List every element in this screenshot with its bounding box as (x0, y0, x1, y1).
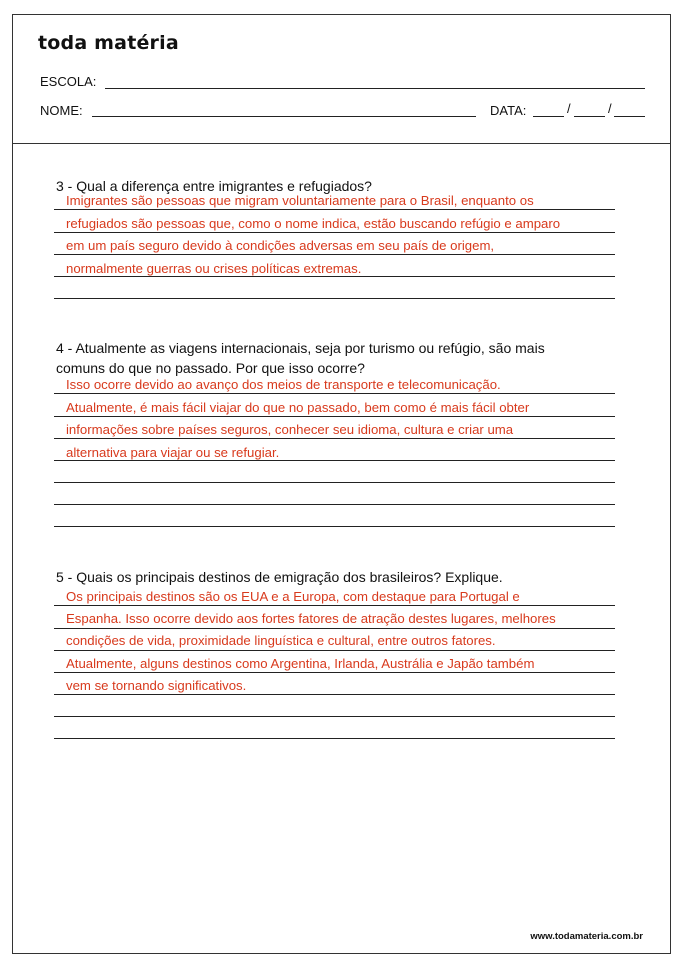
answer-rule[interactable] (54, 605, 615, 606)
answer-rule[interactable] (54, 393, 615, 394)
worksheet-frame (12, 14, 671, 954)
answer-rule[interactable] (54, 482, 615, 483)
answer-rule[interactable] (54, 276, 615, 277)
name-field[interactable] (92, 116, 476, 117)
answer-line-text: Espanha. Isso ocorre devido aos fortes fatores de atração destes lugares, melhores (66, 611, 556, 626)
answer-line-text: Imigrantes são pessoas que migram voluntariamente para o Brasil, enquanto os (66, 193, 534, 208)
footer-website: www.todamateria.com.br (530, 931, 643, 942)
answer-line-text: normalmente guerras ou crises políticas extremas. (66, 261, 362, 276)
date-year-field[interactable] (614, 116, 645, 117)
answer-line-text: Os principais destinos são os EUA e a Europa, com destaque para Portugal e (66, 589, 520, 604)
answer-rule[interactable] (54, 460, 615, 461)
answer-rule[interactable] (54, 738, 615, 739)
question-5-prompt: 5 - Quais os principais destinos de emigração dos brasileiros? Explique. (56, 569, 503, 585)
answer-rule[interactable] (54, 232, 615, 233)
answer-rule[interactable] (54, 694, 615, 695)
answer-rule[interactable] (54, 526, 615, 527)
question-3-prompt: 3 - Qual a diferença entre imigrantes e refugiados? (56, 178, 372, 194)
date-day-field[interactable] (533, 116, 564, 117)
answer-line-text: condições de vida, proximidade linguística e cultural, entre outros fatores. (66, 633, 496, 648)
date-separator: / (567, 101, 571, 116)
answer-rule[interactable] (54, 650, 615, 651)
brand-logo: toda matéria (38, 32, 179, 54)
header-divider (12, 143, 671, 144)
date-label: DATA: (490, 103, 527, 118)
answer-line-text: Atualmente, é mais fácil viajar do que no passado, bem como é mais fácil obter (66, 400, 530, 415)
answer-line-text: Atualmente, alguns destinos como Argentina, Irlanda, Austrália e Japão também (66, 656, 535, 671)
school-label: ESCOLA: (40, 74, 97, 89)
answer-rule[interactable] (54, 504, 615, 505)
answer-line-text: em um país seguro devido à condições adversas em seu país de origem, (66, 238, 495, 253)
answer-line-text: informações sobre países seguros, conhecer seu idioma, cultura e criar uma (66, 422, 514, 437)
name-label: NOME: (40, 103, 83, 118)
date-separator: / (608, 101, 612, 116)
answer-line-text: alternativa para viajar ou se refugiar. (66, 445, 280, 460)
answer-rule[interactable] (54, 209, 615, 210)
answer-line-text: Isso ocorre devido ao avanço dos meios de transporte e telecomunicação. (66, 377, 501, 392)
school-field[interactable] (105, 88, 645, 89)
answer-rule[interactable] (54, 298, 615, 299)
answer-rule[interactable] (54, 438, 615, 439)
answer-rule[interactable] (54, 416, 615, 417)
date-month-field[interactable] (574, 116, 605, 117)
answer-rule[interactable] (54, 254, 615, 255)
answer-rule[interactable] (54, 628, 615, 629)
answer-rule[interactable] (54, 716, 615, 717)
question-4-prompt: 4 - Atualmente as viagens internacionais, seja por turismo ou refúgio, são mais comuns do que no passado. Por que isso ocorre? (56, 340, 545, 376)
answer-line-text: vem se tornando significativos. (66, 678, 247, 693)
answer-rule[interactable] (54, 672, 615, 673)
answer-line-text: refugiados são pessoas que, como o nome indica, estão buscando refúgio e amparo (66, 216, 561, 231)
